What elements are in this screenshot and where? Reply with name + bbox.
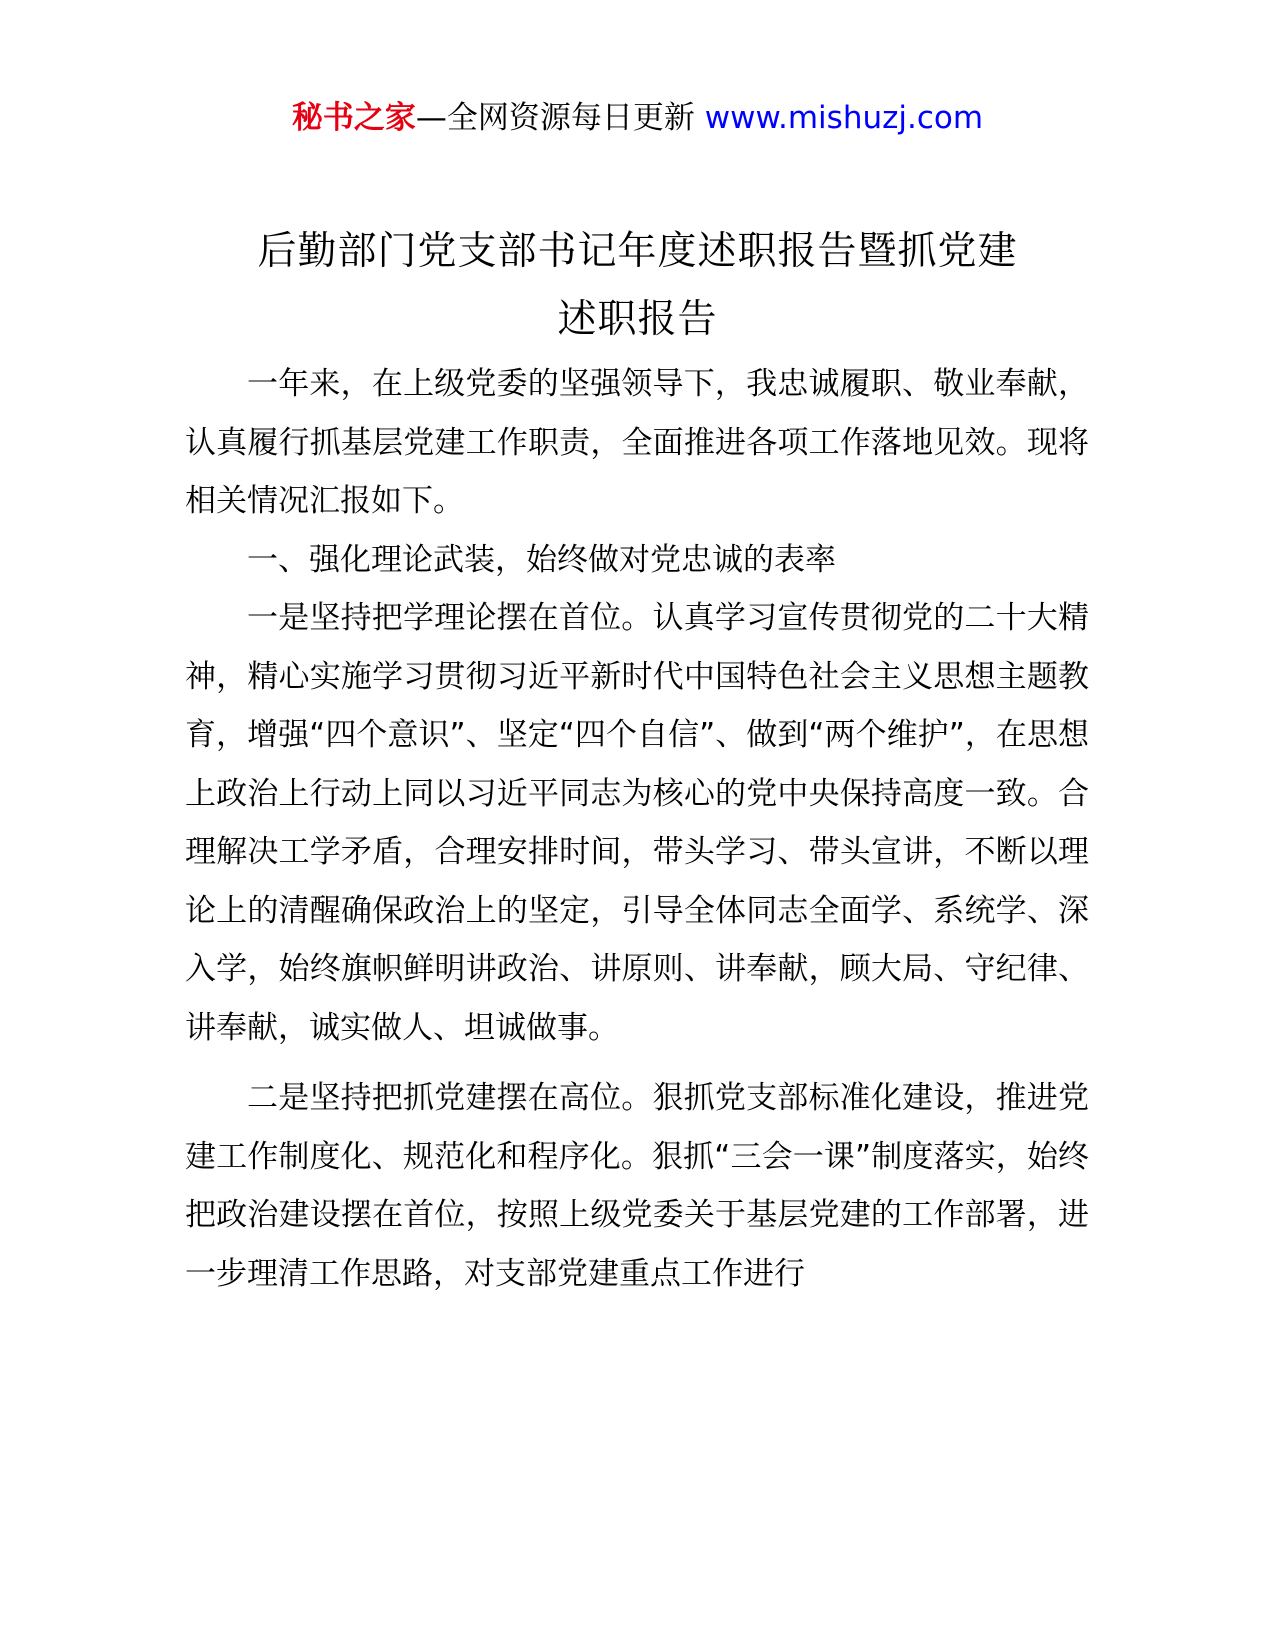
body-paragraph: 一是坚持把学理论摆在首位。认真学习宣传贯彻党的二十大精神，精心实施学习贯彻习近平新时代中国特色社会主义思想主题教育，增强“四个意识”、坚定“四个自信”、做到“两个维护”，在思想上政治上行动上同以习近平同志为核心的党中央保持高度一致。合理解决工学矛盾，合理安排时间，带头学习、带头宣讲，不断以理论上的清醒确保政治上的坚定，引导全体同志全面学、系统学、深入学，始终旗帜鲜明讲政治、讲原则、讲奉献，顾大局、守纪律、讲奉献，诚实做人、坦诚做事。 bbox=[185, 600, 1089, 1046]
document-title bbox=[0, 218, 1275, 354]
body-paragraph: 二是坚持把抓党建摆在高位。狠抓党支部标准化建设，推进党建工作制度化、规范化和程序化。狠抓“三会一课”制度落实，始终把政治建设摆在首位，按照上级党委关于基层党建的工作部署，进一步理清工作思路，对支部党建重点工作进行 bbox=[185, 1080, 1089, 1292]
document-body bbox=[185, 355, 1089, 1303]
title-line-1: 后勤部门党支部书记年度述职报告暨抓党建 bbox=[257, 229, 1018, 274]
site-header bbox=[0, 96, 1275, 140]
title-line-2: 述职报告 bbox=[557, 297, 718, 342]
brand-name: 秘书之家 bbox=[291, 100, 416, 136]
section-heading: 一、强化理论武装，始终做对党忠诚的表率 bbox=[247, 541, 836, 578]
website-link[interactable]: www.mishuzj.com bbox=[704, 100, 984, 136]
intro-paragraph: 一年来，在上级党委的坚强领导下，我忠诚履职、敬业奉献，认真履行抓基层党建工作职责，全面推进各项工作落地见效。现将相关情况汇报如下。 bbox=[185, 366, 1089, 519]
header-slogan: —全网资源每日更新 bbox=[415, 100, 705, 136]
